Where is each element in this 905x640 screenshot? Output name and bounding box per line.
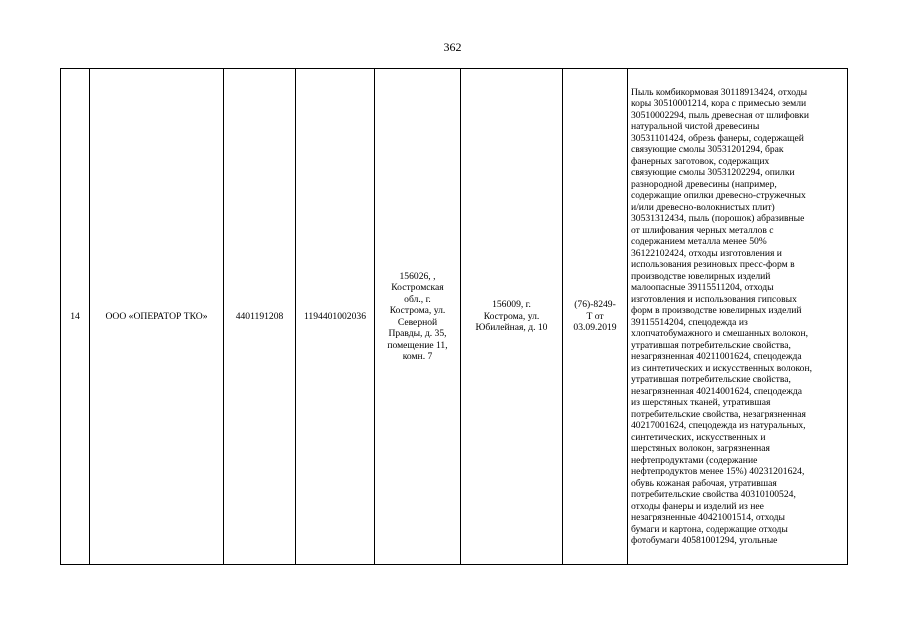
inn-value: 4401191208 [224,69,296,565]
page-number: 362 [443,40,462,54]
waste-line: форм в производстве ювелирных изделий [631,305,802,316]
legal-address-line: помещение 11, [387,339,448,351]
waste-line: незагрязненная 40211001624, спецодежда [631,351,802,362]
waste-line: от шлифования черных металлов с [631,224,774,236]
license-info [563,69,628,565]
actual-address [461,69,563,565]
waste-line: 39115514204, спецодежда из [631,316,748,328]
waste-line: 30531101424, обрезь фанеры, содержащей [631,132,804,144]
waste-types [628,69,848,565]
waste-line: 40217001624, спецодежда из натуральных, [631,420,806,431]
waste-line: коры 30510001214, кора с примесью земли [631,98,807,109]
waste-line: утратившая потребительские свойства, [631,374,791,385]
waste-line: содержащие опилки древесно-стружечных [631,190,806,201]
waste-line: связующие смолы 30531202294, опилки [631,167,795,178]
table-row [61,69,848,565]
waste-line: отходы фанеры и изделий из нее [631,500,764,512]
waste-line: хлопчатобумажного и смешанных волокон, [631,328,809,339]
actual-address-line: 156009, г. [492,299,531,311]
legal-address-line: обл., г. [404,293,431,305]
waste-line: потребительские свойства 40310100524, [631,489,796,500]
legal-address-line: Кострома, ул. [389,305,446,316]
organization-name: ООО «ОПЕРАТОР ТКО» [90,69,224,565]
waste-line: изготовления и использования гипсовых [631,293,797,305]
actual-address-line: Кострома, ул. [483,310,540,322]
registry-table [60,68,848,565]
waste-line: шерстяных волокон, загрязненная [631,443,770,454]
legal-address-line: Костромская [391,282,444,293]
row-number: 14 [61,69,90,565]
waste-line: бумаги и картона, содержащие отходы [631,523,788,535]
actual-address-line: Юбилейная, д. 10 [475,322,548,334]
waste-line: связующие смолы 30531201294, брак [631,144,784,155]
ogrn-value: 1194401002036 [296,69,375,565]
waste-line: разнородной древесины (например, [631,178,777,190]
legal-address-line: Северной [397,316,438,328]
waste-line: и/или древесно-волокнистых плит) [631,201,775,213]
license-line: 03.09.2019 [573,322,617,334]
legal-address-line: Правды, д. 35, [388,328,447,339]
waste-line: утратившая потребительские свойства, [631,339,791,351]
waste-line: нефтепродуктов менее 15%) 40231201624, [631,466,805,477]
waste-line: производстве ювелирных изделий [631,270,771,282]
waste-line: обувь кожаная рабочая, утратившая [631,477,777,489]
waste-line: 30510002294, пыль древесная от шлифовки [631,109,809,121]
waste-line: малоопасные 39115511204, отходы [631,282,774,293]
waste-line: 30531312434, пыль (порошок) абразивные [631,213,805,224]
legal-address-line: 156026, , [399,270,436,282]
legal-address-line: комн. 7 [402,351,433,362]
waste-line: из шерстяных тканей, утратившая [631,397,771,408]
waste-line: нефтепродуктами (содержание [631,454,758,466]
waste-line: натуральной чистой древесины [631,121,760,132]
waste-line: 36122102424, отходы изготовления и [631,247,782,259]
waste-line: из синтетических и искусственных волокон, [631,362,813,374]
waste-line: синтетических, искусственных и [631,431,766,443]
waste-line: содержанием металла менее 50% [631,236,767,247]
legal-address [375,69,461,565]
waste-line: фотобумаги 40581001294, угольные [631,535,778,546]
waste-line: фанерных заготовок, содержащих [631,155,770,167]
waste-line: использования резиновых пресс-форм в [631,259,795,270]
waste-line: Пыль комбикормовая 30118913424, отходы [631,86,808,98]
waste-line: незагрязненные 40421001514, отходы [631,512,785,523]
license-line: (76)-8249- [574,299,616,311]
license-line: Т от [586,310,604,322]
waste-line: потребительские свойства, незагрязненная [631,408,806,420]
waste-line: незагрязненная 40214001624, спецодежда [631,385,802,397]
